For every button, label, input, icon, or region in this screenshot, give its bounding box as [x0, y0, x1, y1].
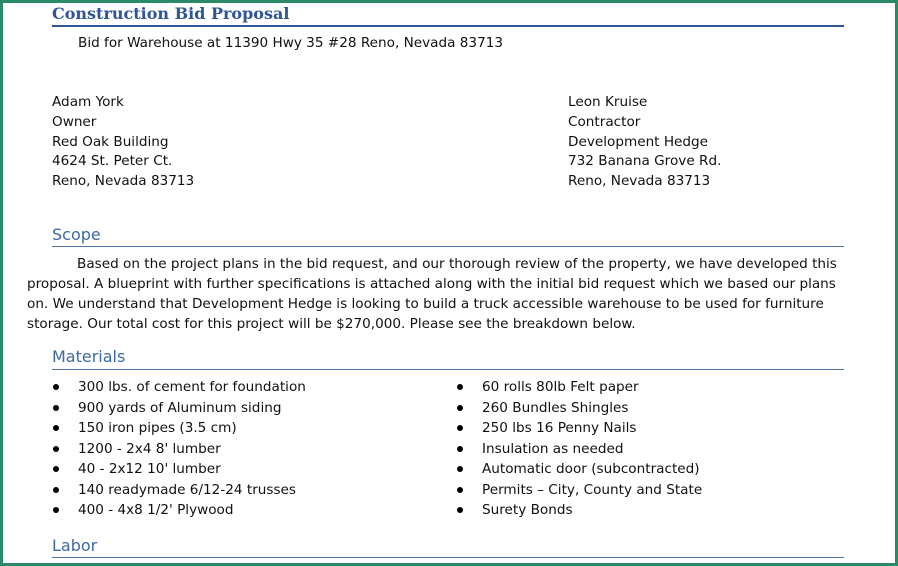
list-item: 60 rolls 80lb Felt paper — [456, 377, 702, 398]
owner-company: Red Oak Building — [52, 134, 169, 150]
materials-list-left — [52, 377, 306, 521]
list-item: Permits – City, County and State — [456, 480, 702, 501]
bullet-icon — [53, 425, 59, 431]
list-item: Surety Bonds — [456, 500, 702, 521]
bullet-icon — [457, 384, 463, 390]
owner-city: Reno, Nevada 83713 — [52, 173, 195, 189]
list-item: Automatic door (subcontracted) — [456, 459, 702, 480]
bullet-icon — [457, 507, 463, 513]
bullet-icon — [53, 507, 59, 513]
list-item: 900 yards of Aluminum siding — [52, 398, 306, 419]
bullet-icon — [457, 405, 463, 411]
bullet-icon — [53, 405, 59, 411]
contractor-name: Leon Kruise — [568, 94, 648, 110]
title-divider — [52, 25, 844, 27]
document-page — [3, 3, 895, 563]
list-item: 150 iron pipes (3.5 cm) — [52, 418, 306, 439]
materials-divider — [52, 369, 844, 370]
list-item: 260 Bundles Shingles — [456, 398, 702, 419]
materials-heading: Materials — [52, 347, 126, 366]
scope-divider — [52, 246, 844, 247]
bid-subtitle: Bid for Warehouse at 11390 Hwy 35 #28 Reno, Nevada 83713 — [78, 35, 504, 51]
contractor-city: Reno, Nevada 83713 — [568, 173, 711, 189]
materials-list-right — [456, 377, 702, 521]
contractor-role: Contractor — [568, 114, 641, 130]
list-item: 40 - 2x12 10' lumber — [52, 459, 306, 480]
scope-line: storage. Our total cost for this project will be $270,000. Please see the breakdown below. — [27, 316, 636, 332]
labor-heading: Labor — [52, 536, 98, 555]
list-item: 1200 - 2x4 8' lumber — [52, 439, 306, 460]
contractor-street: 732 Banana Grove Rd. — [568, 153, 722, 169]
labor-divider — [52, 557, 844, 558]
scope-line: Based on the project plans in the bid request, and our thorough review of the property, we have developed this — [77, 256, 837, 272]
list-item: 250 lbs 16 Penny Nails — [456, 418, 702, 439]
list-item: 140 readymade 6/12-24 trusses — [52, 480, 306, 501]
bullet-icon — [53, 446, 59, 452]
bullet-icon — [457, 425, 463, 431]
bullet-icon — [457, 446, 463, 452]
bullet-icon — [53, 384, 59, 390]
scope-line: on. We understand that Development Hedge is looking to build a truck accessible warehouse to be used for furniture — [27, 296, 824, 312]
bullet-icon — [53, 487, 59, 493]
bullet-icon — [457, 466, 463, 472]
owner-role: Owner — [52, 114, 97, 130]
list-item: 300 lbs. of cement for foundation — [52, 377, 306, 398]
contractor-company: Development Hedge — [568, 134, 709, 150]
owner-name: Adam York — [52, 94, 124, 110]
bullet-icon — [457, 487, 463, 493]
bullet-icon — [53, 466, 59, 472]
scope-line: proposal. A blueprint with further specifications is attached along with the initial bid request which we based our plans — [27, 276, 836, 292]
scope-paragraph — [27, 254, 848, 334]
document-title: Construction Bid Proposal — [52, 4, 290, 23]
scope-heading: Scope — [52, 225, 101, 244]
list-item: 400 - 4x8 1/2' Plywood — [52, 500, 306, 521]
owner-street: 4624 St. Peter Ct. — [52, 153, 173, 169]
list-item: Insulation as needed — [456, 439, 702, 460]
